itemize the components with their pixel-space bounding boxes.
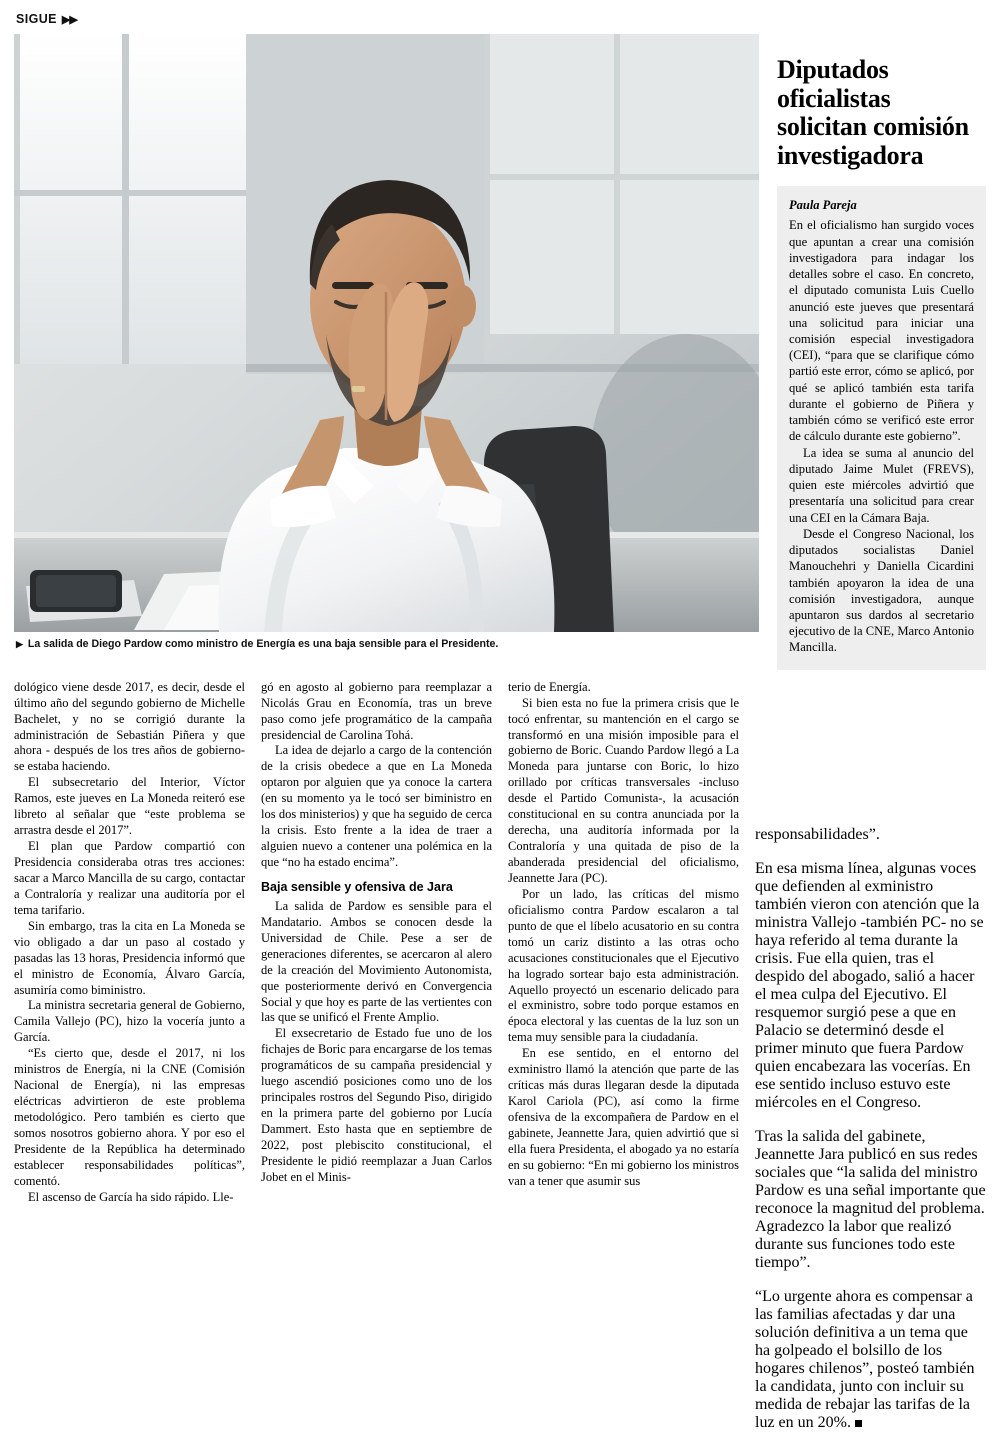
text-column-4 — [755, 680, 986, 1448]
paragraph: Sin embargo, tras la cita en La Moneda se vio obligado a dar un paso al costado y pasadas las 13 horas, Presidencia informó que el ministro de Economía, Álvaro García, asumiría como biministro. — [14, 918, 245, 997]
paragraph: gó en agosto al gobierno para reemplazar a Nicolás Grau en Economía, tras un breve paso como jefe programático de la campaña presidencial de Carolina Tohá. — [261, 679, 492, 742]
caption-triangle-icon: ▶ — [16, 639, 23, 649]
continuation-arrows-icon: ▶▶ — [61, 13, 77, 26]
caption-text: La salida de Diego Pardow como ministro de Energía es una baja sensible para el Presidente. — [27, 638, 499, 650]
column-offset-spacer — [755, 680, 986, 810]
paragraph: En esa misma línea, algunas voces que defienden al exministro también vieron con atención que la ministra Vallejo -también PC- no se haya referido al tema durante la crisis. Fue ella quien, tras el despido del abogado, salió a hacer el mea culpa del Ejecutivo. El resquemor surgió pese a que en Palacio se determinó desde el primer minuto que fuera Pardow quien encabezara las vocerías. En ese sentido incluso estuvo este miércoles en el Congreso. — [755, 859, 984, 1111]
paragraph: La ministra secretaria general de Gobierno, Camila Vallejo (PC), hizo la vocería junto a García. — [14, 998, 245, 1045]
article-photo — [14, 34, 759, 632]
paragraph-final — [755, 1288, 986, 1432]
paragraph: terio de Energía. — [508, 679, 591, 694]
paragraph: El subsecretario del Interior, Víctor Ramos, este jueves en La Moneda reiteró ese libreto al señalar que “este problema se arrastra desde el 2017”. — [14, 775, 245, 838]
sidebar-headline: Diputados oficialistas solicitan comisión investigadora — [777, 55, 969, 170]
sidebar-article — [777, 34, 986, 670]
sidebar-box — [777, 186, 986, 669]
photo-caption — [14, 632, 759, 652]
paragraph: Tras la salida del gabinete, Jeannette Jara publicó en sus redes sociales que “la salida del ministro Pardow es una señal importante que reconoce la magnitud del problema. Agradezco la labor que realizó durante sus funciones todo este tiempo”. — [755, 1127, 986, 1271]
paragraph: El ascenso de García ha sido rápido. Lle- — [28, 1189, 234, 1204]
continuation-marker — [16, 12, 986, 26]
paragraph: Si bien esta no fue la primera crisis que le tocó enfrentar, su mantención en el cargo se transformó en una misión imposible para el gobierno de Boric. Cuando Pardow llegó a La Moneda para juntarse con Boric, lo hizo orillado por críticas transversales -incluso desde el Partido Comunista-, la acusación constitucional en su contra anunciada por la derecha, una auditoría informada por la Contraloría y una quitada de piso de la abanderada presidencial del oficialismo, Jeannette Jara (PC). — [508, 695, 739, 885]
continuation-label: SIGUE — [16, 12, 57, 26]
sidebar-paragraph: La idea se suma al anuncio del diputado Jaime Mulet (FREVS), quien este miércoles advirtió que presentaría una solicitud para crear una CEI en la Cámara Baja. — [789, 445, 974, 525]
paragraph: Por un lado, las críticas del mismo oficialismo contra Pardow escalaron a tal punto de que el líbelo acusatorio en su contra tomó un cariz distinto a las otras ocho acusaciones constitucionales que el Ejecutivo ha logrado sortear bajo esta administración. Aquello proyectó un escenario delicado para el exministro, sobre todo porque estamos en época electoral y las cuentas de la luz son un tema muy sensible para la ciudadanía. — [508, 886, 739, 1045]
text-column-2 — [261, 680, 492, 1186]
paragraph: “Es cierto que, desde el 2017, ni los ministros de Energía, ni la CNE (Comisión Nacional de Energía), ni las empresas eléctricas advirtieron de este problema metodológico. Pero también es cierto que somos nosotros gobierno ahora. Y por eso el Presidente de la República ha determinado establecer responsabilidades políticas”, comentó. — [14, 1046, 245, 1188]
paragraph: En ese sentido, en el entorno del exministro llamó la atención que parte de las críticas más duras llegaran desde la diputada Karol Cariola (PC), así como la firme ofensiva de la excompañera de Pardow en el gabinete, Jeannette Jara, quien advirtió que si ella fuera Presidenta, el abogado ya no estaría en su gobierno: “En mi gobierno los ministros van a tener que asumir sus — [508, 1046, 739, 1188]
sidebar-byline: Paula Pareja — [789, 198, 857, 213]
paragraph: El plan que Pardow compartió con Presidencia consideraba otras tres acciones: sacar a Marco Mancilla de su cargo, contactar a Contraloría y realizar una auditoría por el tema tarifario. — [14, 839, 245, 917]
top-zone — [14, 34, 986, 670]
paragraph: La salida de Pardow es sensible para el Mandatario. Ambos se conocen desde la Universidad de Chile. Pese a ser de generaciones diferentes, se acercaron al alero de la creación del Movimiento Autonomista, que posteriormente derivó en Convergencia Social y que hoy es parte de las vertientes con las que se unificó el Frente Amplio. — [261, 898, 492, 1025]
text-column-1 — [14, 680, 245, 1206]
section-subheading: Baja sensible y ofensiva de Jara — [261, 879, 453, 894]
paragraph: La idea de dejarlo a cargo de la contención de la crisis obedece a que en La Moneda optaron por alguien que ya conoce la cartera (en su momento ya le tocó ser biministro en los dos ministerios) y que ha seguido de cerca la crisis. Esto frente a la idea de traer a alguien nuevo a contener una polémica en la que “no ha estado encima”. — [261, 743, 492, 870]
paragraph: responsabilidades”. — [755, 825, 880, 843]
paragraph: El exsecretario de Estado fue uno de los fichajes de Boric para encargarse de los temas programáticos de su campaña presidencial y luego ascendió posiciones como uno de los principales rostros del Segundo Piso, dirigido en la primera parte del gobierno por Lucía Dammert. Esto hasta que en septiembre de 2022, post plebiscito constitucional, el Presidente le pidió reemplazar a Juan Carlos Jobet en el Minis- — [261, 1026, 492, 1184]
sidebar-paragraph: Desde el Congreso Nacional, los diputados socialistas Daniel Manouchehri y Daniella Cicardini también apoyaron la idea de una comisión investigadora, aunque apuntaron sus dardos al secretario ejecutivo de la CNE, Marco Antonio Mancilla. — [789, 526, 974, 655]
text-column-3 — [508, 680, 739, 1190]
end-of-article-icon — [855, 1420, 862, 1427]
sidebar-paragraph: En el oficialismo han surgido voces que apuntan a crear una comisión investigadora para indagar los detalles sobre el caso. En concreto, el diputado comunista Luis Cuello anunció este jueves que presentará una solicitud para iniciar una comisión especial investigadora (CEI), “para que se clarifique cómo partió este error, cómo se aplicó, por qué se aplicó también esta tarifa durante el gobierno de Piñera y también cómo se verificó este error de cálculo durante este gobierno”. — [789, 218, 974, 444]
paragraph: dológico viene desde 2017, es decir, desde el último año del segundo gobierno de Michelle Bachelet, y no se corrigió durante la administración de Sebastián Piñera y que ahora - después de los tres años de gobierno- se estaba haciendo. — [14, 679, 245, 774]
paragraph-text: “Lo urgente ahora es compensar a las familias afectadas y dar una solución definitiva a un tema que ha golpeado el bolsillo de los hogares chilenos”, posteó también la candidata, junto con incluir su medida de rebajar las tarifas de la luz en un 20%. — [755, 1287, 975, 1431]
article-body — [14, 680, 986, 1448]
photo-column — [14, 34, 759, 652]
